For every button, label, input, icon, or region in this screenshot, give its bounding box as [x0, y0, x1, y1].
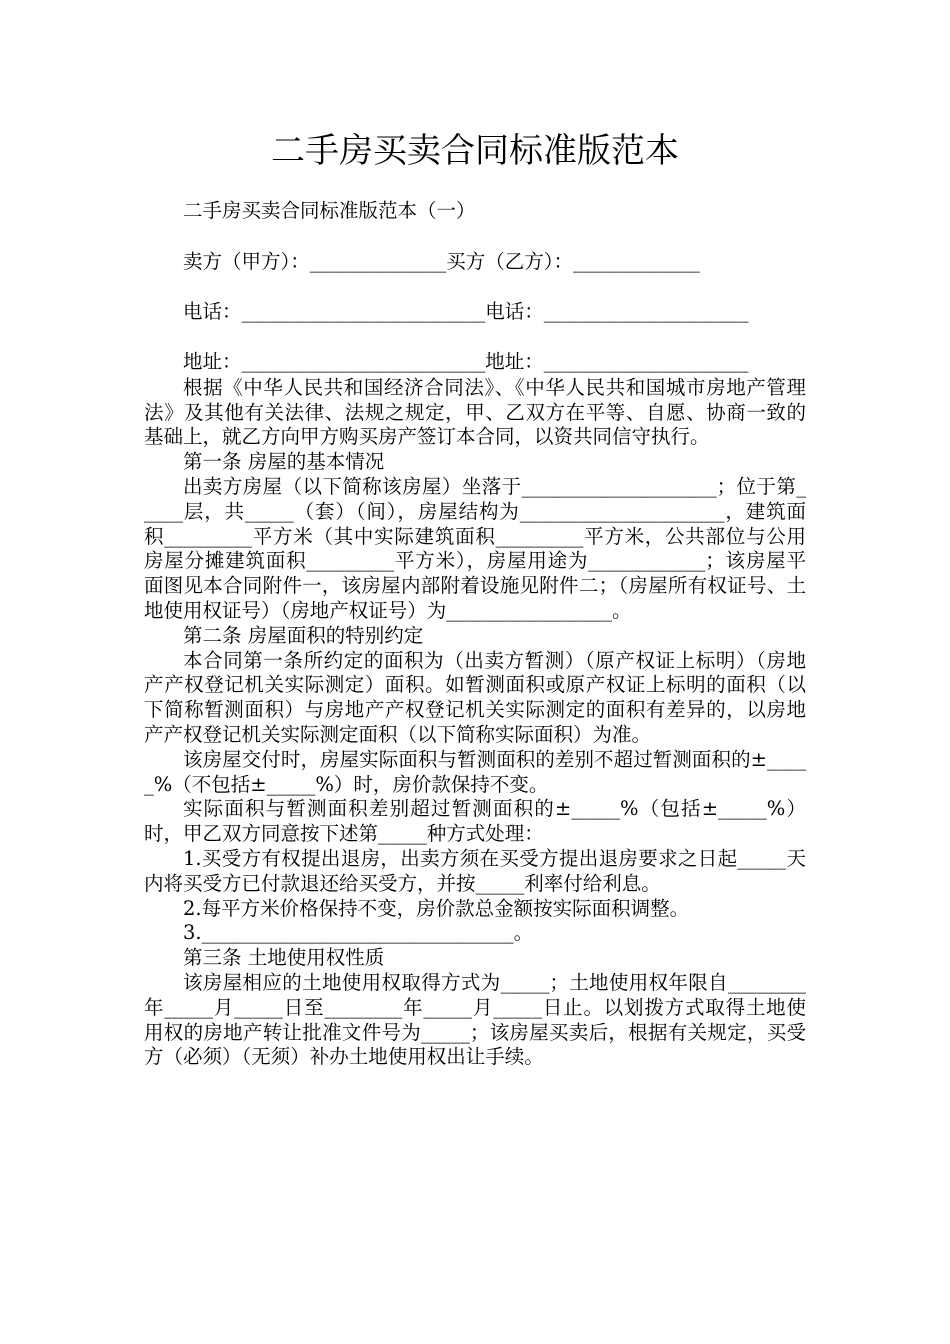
article-3-paragraph: 该房屋相应的土地使用权取得方式为_____；土地使用权年限自________年_____月_____日至________年_____月_____日止。以划拨方式取得土地使用权的房地产转让批准文件号为_____；该房屋买卖后，根据有关规定，买受方（必须）（无须）补办土地使用权出让手续。	[144, 970, 806, 1069]
document-title: 二手房买卖合同标准版范本	[271, 131, 679, 171]
subtitle: 二手房买卖合同标准版范本（一）	[183, 199, 476, 222]
article-2-heading: 第二条 房屋面积的特别约定	[183, 623, 424, 647]
phone-field: 电话：_________________________电话：_____________________	[183, 299, 749, 323]
option-2-paragraph: 2.每平方米价格保持不变，房价款总金额按实际面积调整。	[183, 896, 690, 920]
option-1-paragraph: 1.买受方有权提出退房，出卖方须在买受方提出退房要求之日起_____天内将买受方已付款退还给买受方，并按_____利率付给利息。	[144, 846, 806, 895]
address-field: 地址：_________________________地址：_____________________	[183, 349, 749, 373]
article-1-heading: 第一条 房屋的基本情况	[183, 450, 385, 474]
seller-buyer-field: 卖方（甲方）：______________买方（乙方）：_____________	[183, 249, 700, 273]
option-3-paragraph: 3.________________________________。	[183, 921, 534, 945]
article-2-paragraph: 本合同第一条所约定的面积为（出卖方暂测）（原产权证上标明）（房地产产权登记机关实际测定）面积。如暂测面积或原产权证上标明的面积（以下简称暂测面积）与房地产产权登记机关实际测定的面积有差异的，以房地产产权登记机关实际测定面积（以下简称实际面积）为准。	[144, 648, 806, 746]
document-body	[144, 199, 806, 1070]
article-3-heading: 第三条 土地使用权性质	[183, 946, 385, 970]
preamble-paragraph: 根据《中华人民共和国经济合同法》、《中华人民共和国城市房地产管理法》及其他有关法律、法规之规定，甲、乙双方在平等、自愿、协商一致的基础上，就乙方向甲方购买房产签订本合同，以资共同信守执行。	[144, 375, 806, 449]
area-difference-paragraph: 该房屋交付时，房屋实际面积与暂测面积的差别不超过暂测面积的±_____%（不包括±_____%）时，房价款保持不变。	[144, 747, 806, 796]
article-1-paragraph: 出卖方房屋（以下简称该房屋）坐落于____________________；位于第_____层，共_____（套）（间），房屋结构为_____________________，建筑面积_________平方米（其中实际建筑面积_________平方米，公共部位与公用房屋分摊建筑面积_________平方米），房屋用途为____________；该房屋平面图见本合同附件一，该房屋内部附着设施见附件二；（房屋所有权证号、土地使用权证号）（房地产权证号）为_________________。	[144, 474, 806, 622]
area-exceed-paragraph: 实际面积与暂测面积差别超过暂测面积的±_____%（包括±_____%）时，甲乙双方同意按下述第_____种方式处理：	[144, 797, 806, 846]
